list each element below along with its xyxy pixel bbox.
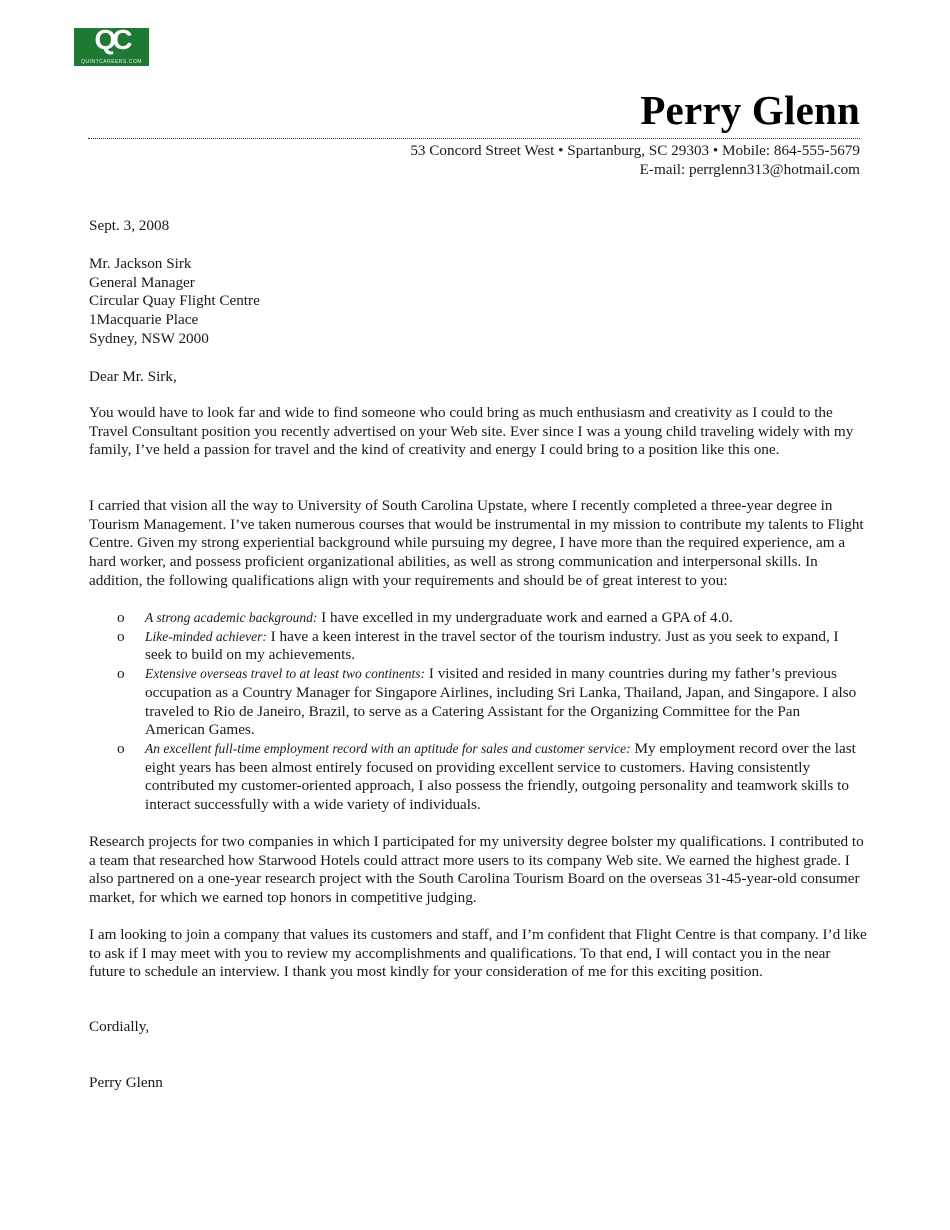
letter-date: Sept. 3, 2008 [89, 217, 170, 234]
logo-mark: QC [94, 24, 129, 55]
qualification-lead: A strong academic background: [145, 610, 318, 625]
contact-block [410, 141, 860, 179]
recipient-line: 1Macquarie Place [89, 311, 199, 329]
qualification-text: My employment record over the last eight years has been almost entirely focused on providing excellent service to customers. Having consistently contributed my customer-oriented approach, I also possess the friendly, outgoing personality and teamwork skills to interact successfully with a wide variety of individuals. [145, 739, 856, 814]
signature-name: Perry Glenn [89, 1074, 163, 1091]
recipient-line: Mr. Jackson Sirk [89, 255, 192, 272]
qualification-lead: An excellent full-time employment record with an aptitude for sales and customer service: [145, 740, 631, 756]
salutation: Dear Mr. Sirk, [89, 368, 177, 385]
list-item [117, 740, 862, 815]
list-item [117, 609, 862, 628]
list-item [117, 665, 862, 740]
paragraph-research: Research projects for two companies in which I participated for my university degree bolster my qualifications. I contributed to a team that researched how Starwood Hotels could attract more users to its company Web site. We earned the highest grade. I also partnered on a one-year research project with the South Carolina Tourism Board on the overseas 31-45-year-old consumer market, for which we earned top honors in competitive judging. [89, 833, 864, 907]
logo-text: QUINTCAREERS.COM [81, 59, 142, 65]
qualifications-list [117, 609, 862, 815]
complimentary-close: Cordially, [89, 1018, 150, 1035]
list-item [117, 628, 862, 665]
recipient-line: Sydney, NSW 2000 [89, 329, 209, 347]
qualification-lead: Extensive overseas travel to at least two continents: [145, 666, 426, 682]
sender-name: Perry Glenn [640, 87, 860, 133]
paragraph-closing: I am looking to join a company that values its customers and staff, and I’m confident that Flight Centre is that company. I’d like to ask if I may meet with you to review my accomplishments and qualifications. To that end, I will contact you in the near future to schedule an interview. I thank you most kindly for your consideration of me for this exciting position. [89, 926, 867, 981]
header-divider [88, 138, 860, 139]
qualification-lead: Like-minded achiever: [145, 628, 267, 644]
recipient-address [89, 255, 869, 349]
qualification-text: I visited and resided in many countries during my father’s previous occupation as a Country Manager for Singapore Airlines, including Sri Lanka, Thailand, Japan, and Singapore. I also traveled to Rio de Janeiro, Brazil, to serve as a Catering Assistant for the Organizing Committee for the Pan American Games. [145, 665, 857, 739]
email-line: E-mail: perrglenn313@hotmail.com [639, 161, 860, 178]
qualification-text: I have excelled in my undergraduate work and earned a GPA of 4.0. [317, 609, 733, 626]
qualification-text: I have a keen interest in the travel sector of the tourism industry. Just as you seek to expand, I seek to build on my achievements. [145, 627, 839, 664]
recipient-line: General Manager [89, 273, 195, 291]
recipient-line: Circular Quay Flight Centre [89, 292, 260, 310]
company-logo [74, 24, 149, 66]
address-line: 53 Concord Street West • Spartanburg, SC 29303 • Mobile: 864-555-5679 [410, 142, 860, 159]
paragraph-intro: You would have to look far and wide to find someone who could bring as much enthusiasm and creativity as I could to the Travel Consultant position you recently advertised on your Web site. Ever since I was a young child traveling widely with my family, I’ve held a passion for travel and the kind of creativity and energy I could bring to a position like this one. [89, 404, 854, 459]
paragraph-education: I carried that vision all the way to University of South Carolina Upstate, where I recently completed a three-year degree in Tourism Management. I’ve taken numerous courses that would be instrumental in my mission to contribute my talents to Flight Centre. Given my strong experiential background while pursuing my degree, I have more than the required experience, am a hard worker, and possess proficient organizational abilities, as well as strong communication and interpersonal skills. In addition, the following qualifications align with your requirements and should be of great interest to you: [89, 497, 864, 589]
